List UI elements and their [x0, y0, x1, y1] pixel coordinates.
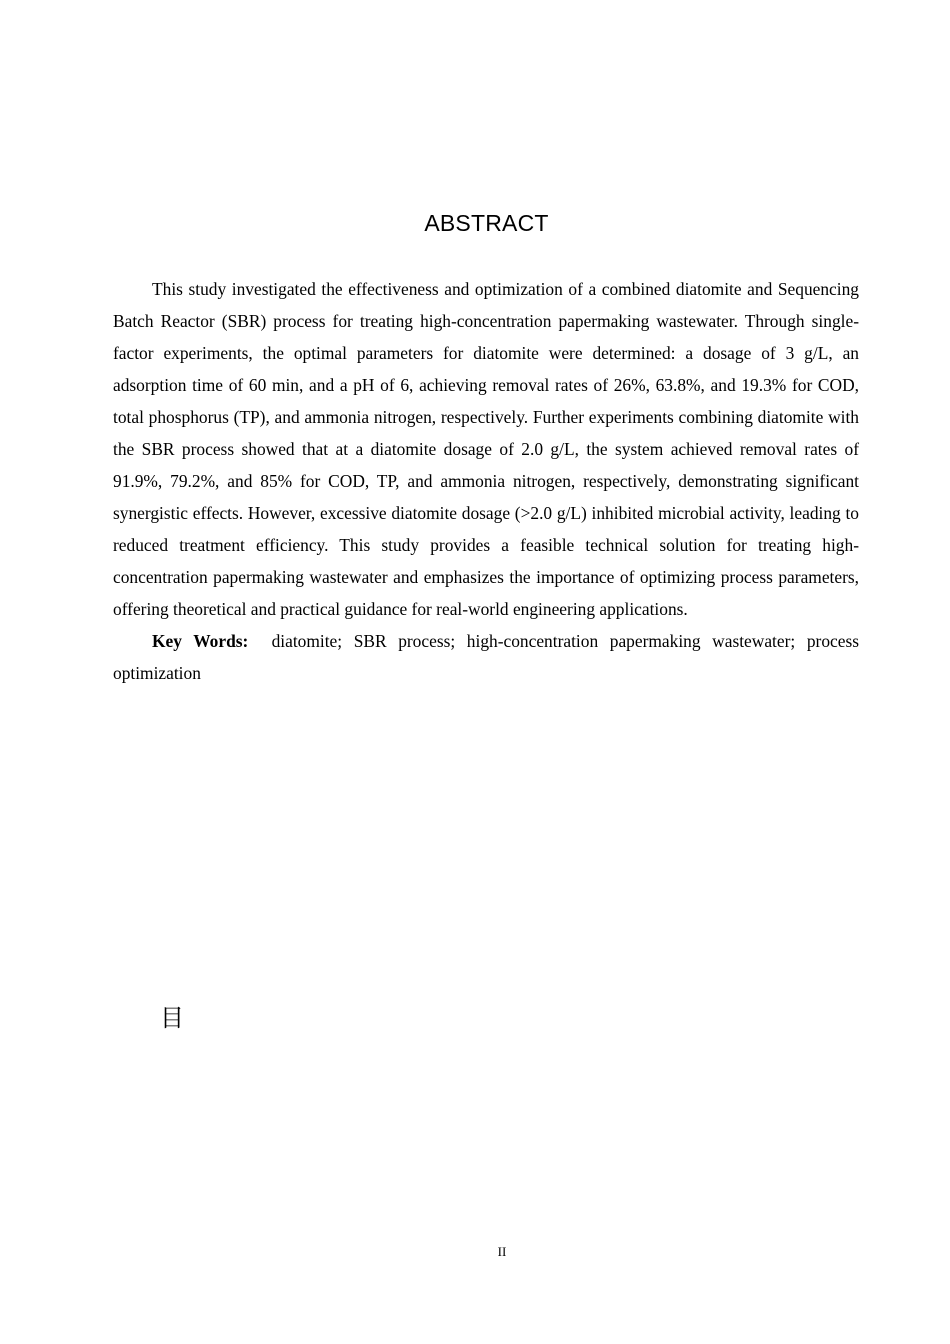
keywords-label: Key Words: [152, 631, 249, 651]
abstract-body [113, 273, 859, 689]
abstract-paragraph: This study investigated the effectiveness and optimization of a combined diatomite and Sequencing Batch Reactor (SBR) process for treating high-concentration papermaking wastewater. Through single-factor experiments, the optimal parameters for diatomite were determined: a dosage of 3 g/L, an adsorption time of 60 min, and a pH of 6, achieving removal rates of 26%, 63.8%, and 19.3% for COD, total phosphorus (TP), and ammonia nitrogen, respectively. Further experiments combining diatomite with the SBR process showed that at a diatomite dosage of 2.0 g/L, the system achieved removal rates of 91.9%, 79.2%, and 85% for COD, TP, and ammonia nitrogen, respectively, demonstrating significant synergistic effects. However, excessive diatomite dosage (>2.0 g/L) inhibited microbial activity, leading to reduced treatment efficiency. This study provides a feasible technical solution for treating high-concentration papermaking wastewater and emphasizes the importance of optimizing process parameters, offering theoretical and practical guidance for real-world engineering applications. [113, 279, 859, 619]
abstract-heading: ABSTRACT [424, 210, 549, 236]
page-number: II [497, 1244, 507, 1259]
table-of-contents-glyph: 目 [160, 1004, 184, 1032]
keywords-text: diatomite; SBR process; high-concentration papermaking wastewater; process optimization [113, 631, 859, 683]
keywords-line [113, 625, 859, 689]
